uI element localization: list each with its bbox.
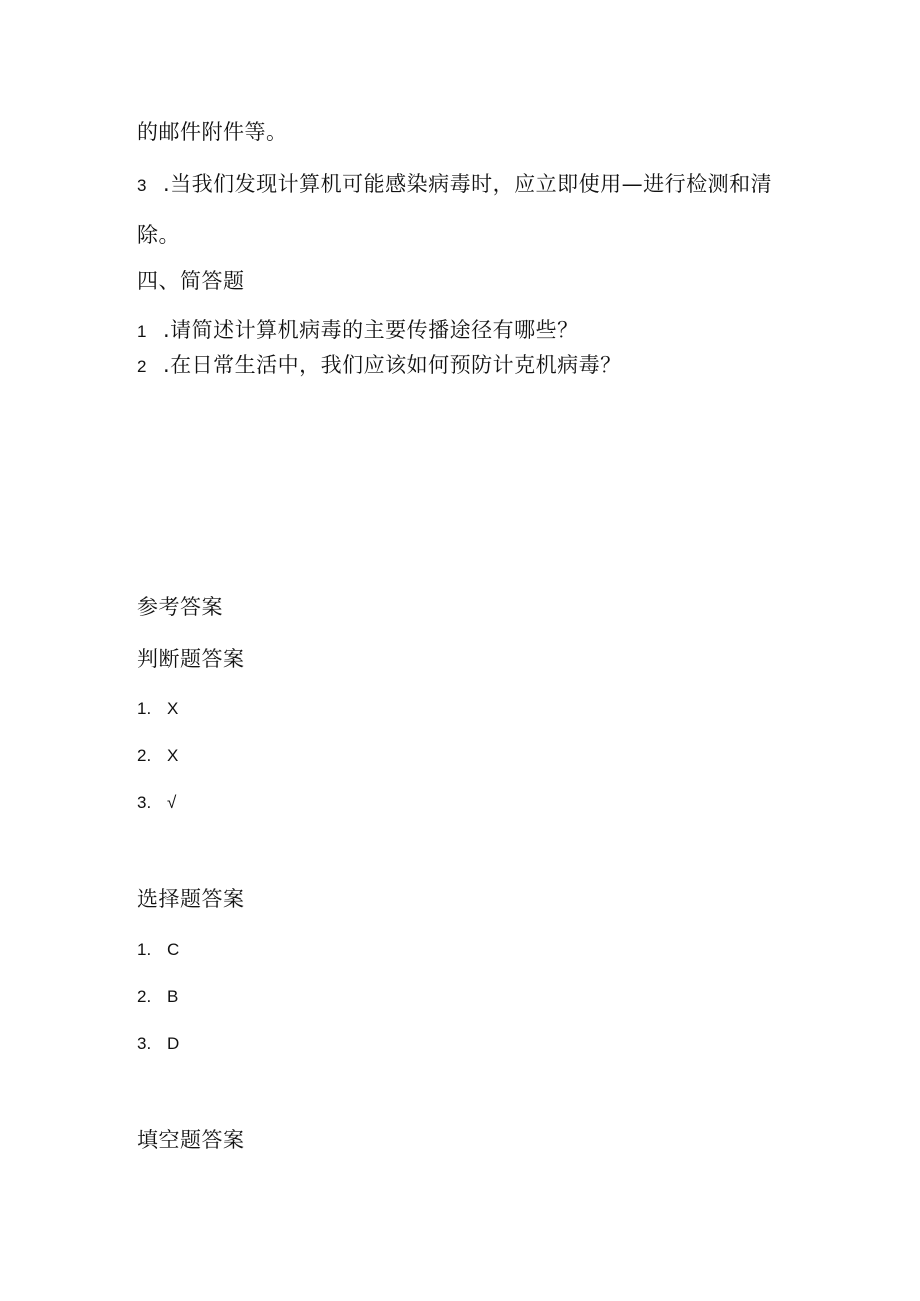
answer-item	[137, 697, 178, 721]
answer-value: X	[167, 746, 179, 765]
fill-blank-q3-continuation: 除。	[137, 223, 180, 247]
question-text: .在日常生活中，我们应该如何预防计克机病毒？	[163, 353, 622, 377]
answer-number: 2.	[137, 746, 152, 765]
question-number: 3	[137, 176, 147, 195]
answer-number: 3.	[137, 793, 152, 812]
answer-value: D	[167, 1034, 180, 1053]
answer-number: 1.	[137, 940, 152, 959]
answer-item	[137, 791, 176, 815]
question-number: 2	[137, 357, 147, 376]
answer-value: C	[167, 940, 180, 959]
short-answer-q2	[137, 351, 622, 381]
answer-item	[137, 938, 179, 962]
answer-number: 1.	[137, 699, 152, 718]
answer-item	[137, 744, 178, 768]
answer-value: X	[167, 699, 179, 718]
answer-item	[137, 1032, 179, 1056]
short-answer-q1	[137, 316, 579, 346]
question-text: .当我们发现计算机可能感染病毒时，应立即使用—进行检测和清	[163, 172, 773, 196]
answer-value: √	[167, 793, 177, 812]
fill-blank-q3	[137, 170, 772, 200]
multiple-choice-answers-heading: 选择题答案	[137, 887, 245, 911]
answer-number: 2.	[137, 987, 152, 1006]
fill-blank-q2-continuation: 的邮件附件等。	[137, 120, 288, 144]
question-text: .请简述计算机病毒的主要传播途径有哪些？	[163, 318, 579, 342]
true-false-answers-heading: 判断题答案	[137, 647, 245, 671]
answer-number: 3.	[137, 1034, 152, 1053]
fill-blank-answers-heading: 填空题答案	[137, 1128, 245, 1152]
section-heading-short-answer: 四、简答题	[137, 269, 245, 293]
answers-heading: 参考答案	[137, 595, 223, 619]
question-number: 1	[137, 322, 147, 341]
answer-value: B	[167, 987, 179, 1006]
answer-item	[137, 985, 178, 1009]
